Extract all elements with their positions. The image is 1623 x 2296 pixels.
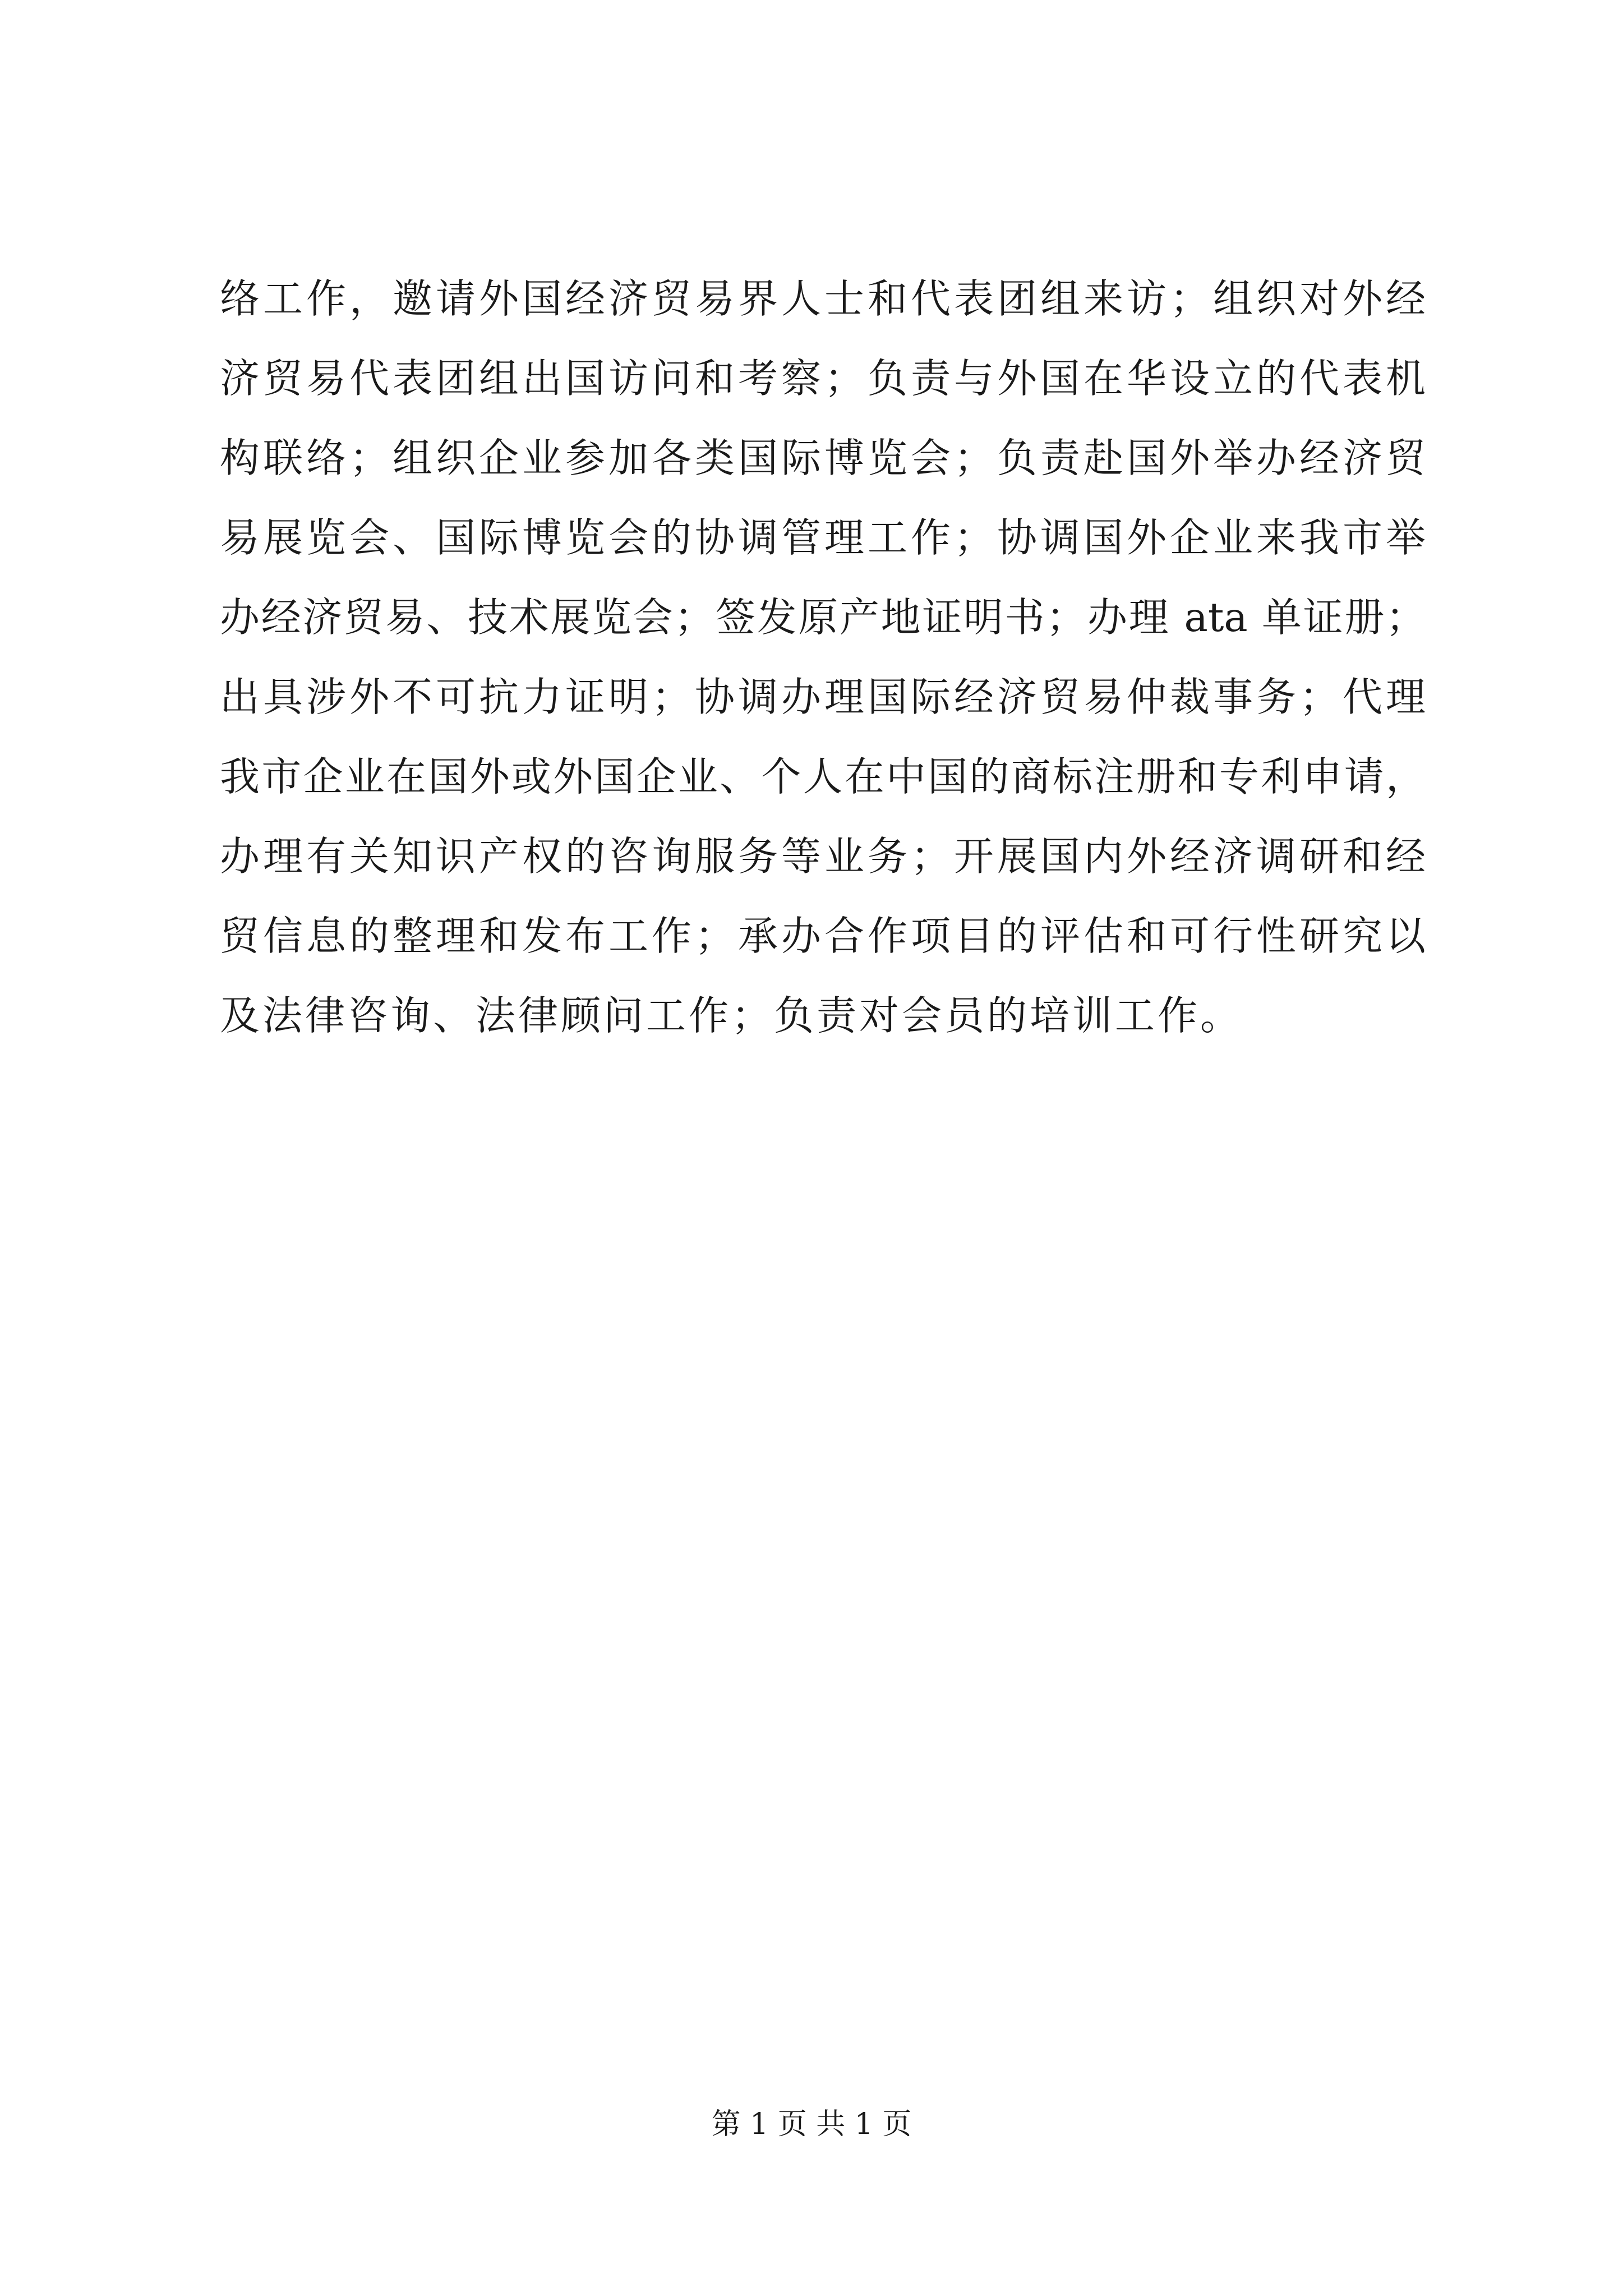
page-footer	[0, 2105, 1623, 2144]
paragraph-line: 络工作，邀请外国经济贸易界人士和代表团组来访；组织对外经	[220, 275, 1426, 322]
page-number-label: 第 1 页 共 1 页	[711, 2108, 912, 2141]
paragraph-line: 及法律咨询、法律顾问工作；负责对会员的培训工作。	[220, 992, 1243, 1039]
body-paragraph	[220, 259, 1426, 1056]
paragraph-line: 办经济贸易、技术展览会；签发原产地证明书；办理 ata 单证册；	[220, 594, 1426, 641]
paragraph-line: 易展览会、国际博览会的协调管理工作；协调国外企业来我市举	[220, 514, 1426, 561]
paragraph-line: 贸信息的整理和发布工作；承办合作项目的评估和可行性研究以	[220, 913, 1426, 959]
paragraph-line: 出具涉外不可抗力证明；协调办理国际经济贸易仲裁事务；代理	[220, 674, 1426, 720]
paragraph-line: 办理有关知识产权的咨询服务等业务；开展国内外经济调研和经	[220, 833, 1426, 880]
paragraph-line: 我市企业在国外或外国企业、个人在中国的商标注册和专利申请，	[220, 753, 1426, 800]
paragraph-line: 济贸易代表团组出国访问和考察；负责与外国在华设立的代表机	[220, 355, 1426, 402]
paragraph-line: 构联络；组织企业参加各类国际博览会；负责赴国外举办经济贸	[220, 435, 1426, 481]
